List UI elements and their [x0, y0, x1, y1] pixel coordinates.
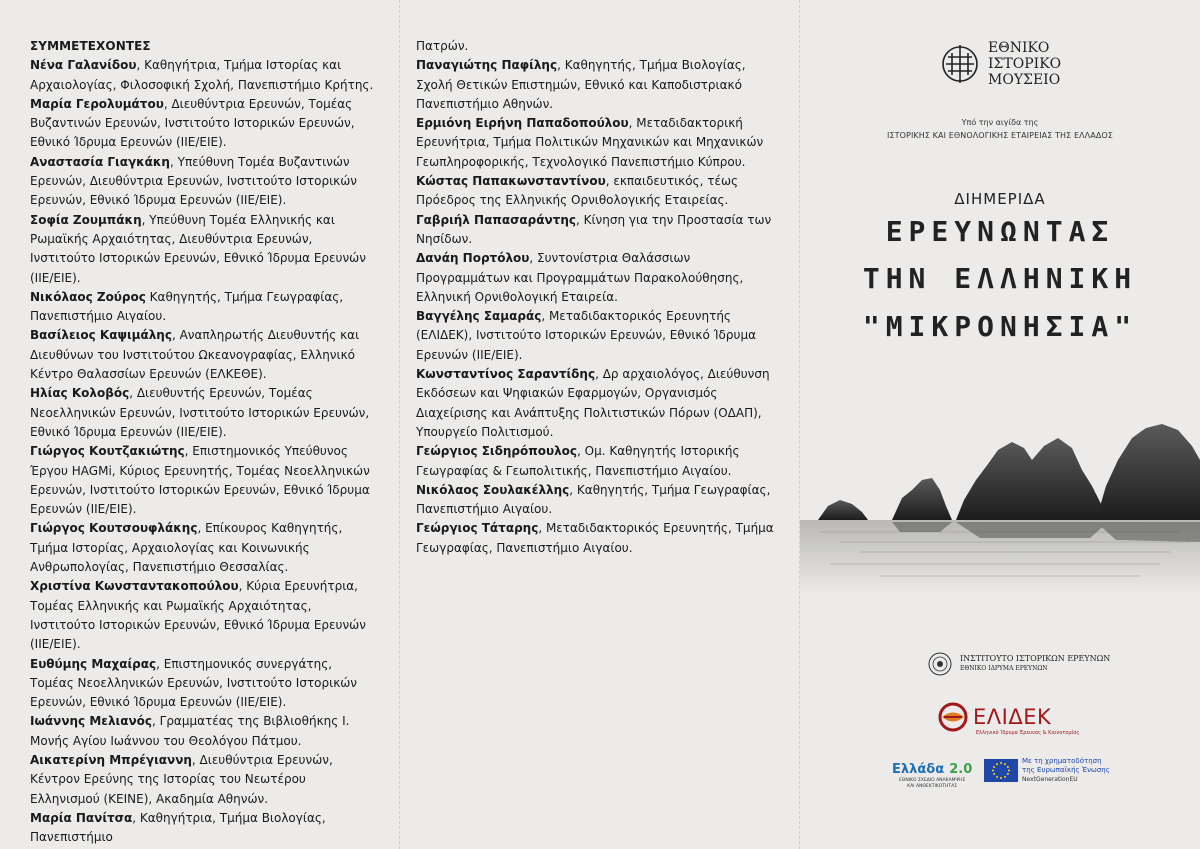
participant-name: Νικόλαος Ζούρος — [30, 289, 146, 304]
participant-entry — [416, 365, 779, 442]
eu-flag-icon — [984, 759, 1018, 782]
participant-entry — [30, 384, 379, 442]
ellada-word: Ελλάδα — [892, 762, 945, 777]
participant-entry — [30, 809, 379, 848]
aegis-line1: Υπό την αιγίδα της — [961, 118, 1039, 127]
islands-illustration — [800, 420, 1200, 595]
participant-name: Δανάη Πορτόλου — [416, 251, 530, 266]
participant-name: Βασίλειος Καψιμάλης — [30, 328, 172, 343]
title-line3: "ΜΙΚΡΟΝΗΣΙΑ" — [862, 310, 1138, 343]
participant-name: Ερμιόνη Ειρήνη Παπαδοπούλου — [416, 116, 629, 131]
cover-panel — [800, 0, 1200, 849]
participant-entry — [416, 519, 779, 558]
participant-name: Αναστασία Γιαγκάκη — [30, 154, 170, 169]
participant-entry — [416, 56, 779, 114]
participant-name: Βαγγέλης Σαμαράς — [416, 309, 542, 324]
participant-entry — [30, 655, 379, 713]
participant-name: Γεώργιος Τάταρης — [416, 521, 539, 536]
participant-affiliation: , Μεταδιδακτορικός Ερευνητής, Τμήμα Γεωγραφίας, Πανεπιστήμιο Αιγαίου. — [416, 521, 774, 555]
eu-line1: Με τη χρηματοδότηση — [1022, 757, 1102, 765]
aegis-line2: ΙΣΤΟΡΙΚΗΣ ΚΑΙ ΕΘΝΟΛΟΓΙΚΗΣ ΕΤΑΙΡΕΙΑΣ ΤΗΣ ΕΛΛΑΔΟΣ — [887, 131, 1113, 140]
iie-line1: ΙΝΣΤΙΤΟΥΤΟ ΙΣΤΟΡΙΚΩΝ ΕΡΕΥΝΩΝ — [960, 654, 1111, 663]
participant-affiliation: , Διευθύντρια Ερευνών, Τομέας Βυζαντινών Ερευνών, Ινστιτούτο Ιστορικών Ερευνών, Εθνικό Ίδρυμα Ερευνών (ΙΙΕ/ΕΙΕ). — [30, 96, 355, 150]
participant-entry — [416, 481, 779, 520]
participant-name: Ηλίας Κολοβός — [30, 386, 130, 401]
elidek-subtitle: Ελληνικό Ίδρυμα Έρευνας & Καινοτομίας — [976, 730, 1080, 736]
iie-name — [960, 654, 1110, 674]
event-type: ΔΙΗΜΕΡΙΔΑ — [954, 190, 1046, 208]
participant-name: Κώστας Παπακωνσταντίνου — [416, 174, 606, 189]
participant-entry — [30, 712, 379, 751]
participant-affiliation: , Ομ. Καθηγητής Ιστορικής Γεωγραφίας & Γεωπολιτικής, Πανεπιστήμιο Αιγαίου. — [416, 444, 740, 478]
participant-affiliation: , Επιστημονικός Υπεύθυνος Έργου HAGMi, Κύριος Ερευνητής, Τομέας Νεοελληνικών Ερευνών, Ινστιτούτο Ιστορικών Ερευνών, Εθνικό Ίδρυμα Ερευνών (ΙΙΕ/ΕΙΕ). — [30, 444, 370, 517]
eu-line3: NextGenerationEU — [1022, 776, 1078, 783]
participant-affiliation: , Μεταδιδακτορική Ερευνήτρια, Τμήμα Πολιτικών Μηχανικών και Μηχανικών Γεωπληροφορικής, Τεχνολογικό Πανεπιστήμιο Κύπρου. — [416, 116, 764, 169]
participant-entry — [416, 442, 779, 481]
participant-entry — [416, 172, 779, 211]
museum-name-line3: ΜΟΥΣΕΙΟ — [988, 72, 1061, 88]
participant-entry — [30, 751, 379, 809]
participant-affiliation: , Διευθύντρια Ερευνών, Κέντρον Ερεύνης της Ιστορίας του Νεωτέρου Ελληνισμού (ΚΕΙΝΕ), Ακαδημία Αθηνών. — [30, 752, 333, 806]
iie-line2: ΕΘΝΙΚΟ ΙΔΡΥΜΑ ΕΡΕΥΝΩΝ — [960, 665, 1048, 672]
participant-entry — [30, 95, 379, 153]
title-line2: ΤΗΝ ΕΛΛΗΝΙΚΗ — [862, 262, 1138, 295]
elidek-name: ΕΛΙΔΕΚ — [973, 705, 1052, 729]
ellada-sub1: ΕΘΝΙΚΟ ΣΧΕΔΙΟ ΑΝΑΚΑΜΨΗΣ — [898, 778, 966, 783]
title-line1: ΕΡΕΥΝΩΝΤΑΣ — [885, 215, 1115, 248]
participant-affiliation: , εκπαιδευτικός, τέως Πρόεδρος της Ελληνικής Ορνιθολογικής Εταιρείας. — [416, 174, 739, 208]
museum-name-line1: ΕΘΝΙΚΟ — [988, 40, 1050, 56]
participant-affiliation: , Υπεύθυνη Τομέα Ελληνικής και Ρωμαϊκής Αρχαιότητας, Διευθύντρια Ερευνών, Ινστιτούτο Ιστορικών Ερευνών, Εθνικό Ίδρυμα Ερευνών (ΙΙΕ/ΕΙΕ). — [30, 212, 366, 285]
participant-affiliation: , Μεταδιδακτορικός Ερευνητής (ΕΛΙΔΕΚ), Ινστιτούτο Ιστορικών Ερευνών, Εθνικό Ίδρυμα Ερευνών (ΙΙΕ/ΕΙΕ). — [416, 309, 757, 362]
participants-list-1 — [30, 56, 379, 847]
participant-entry — [30, 519, 379, 577]
participant-name: Νένα Γαλανίδου — [30, 58, 137, 73]
participant-name: Νικόλαος Σουλακέλλης — [416, 482, 570, 497]
participant-affiliation: , Καθηγήτρια, Τμήμα Ιστορίας και Αρχαιολογίας, Φιλοσοφική Σχολή, Πανεπιστήμιο Κρήτης. — [30, 58, 374, 92]
ellada-number: 2.0 — [949, 762, 973, 777]
participant-affiliation: , Γραμματέας της Βιβλιοθήκης Ι. Μονής Αγίου Ιωάννου του Θεολόγου Πάτμου. — [30, 714, 350, 748]
participants-column-1 — [0, 0, 400, 849]
eu-line2: της Ευρωπαϊκής Ένωσης — [1022, 766, 1110, 774]
participant-affiliation: , Δρ αρχαιολόγος, Διεύθυνση Εκδόσεων και Ψηφιακών Εφαρμογών, Οργανισμός Διαχείρισης και Ανάπτυξης Πολιτιστικών Πόρων (ΟΔΑΠ), Υπουργείο Πολιτισμού. — [416, 367, 770, 439]
museum-emblem-icon — [940, 44, 980, 84]
iie-seal-icon — [928, 652, 952, 676]
ellada-sub2: ΚΑΙ ΑΝΘΕΚΤΙΚΟΤΗΤΑΣ — [907, 784, 958, 789]
participant-affiliation: , Καθηγήτρια, Τμήμα Βιολογίας, Πανεπιστήμιο — [30, 810, 326, 845]
participant-name: Μαρία Πανίτσα — [30, 810, 133, 825]
participant-entry — [416, 249, 779, 307]
participants-column-2 — [400, 0, 800, 849]
participant-name: Γαβριήλ Παπασαράντης — [416, 212, 576, 227]
museum-name-line2: ΙΣΤΟΡΙΚΟ — [988, 56, 1062, 72]
participant-name: Ευθύμης Μαχαίρας — [30, 656, 157, 671]
participant-affiliation: , Υπεύθυνη Τομέα Βυζαντινών Ερευνών, Διευθύντρια Ερευνών, Ινστιτούτο Ιστορικών Ερευνών, Εθνικό Ίδρυμα Ερευνών (ΙΙΕ/ΕΙΕ). — [30, 154, 357, 208]
participant-entry — [30, 288, 379, 327]
iie-logo — [928, 652, 1110, 676]
participant-name: Κωνσταντίνος Σαραντίδης — [416, 367, 596, 382]
participant-affiliation: , Καθηγητής, Τμήμα Βιολογίας, Σχολή Θετικών Επιστημών, Εθνικό και Καποδιστριακό Πανεπιστήμιο Αθηνών. — [416, 58, 746, 111]
participant-name: Σοφία Ζουμπάκη — [30, 212, 142, 227]
participants-list-2 — [416, 56, 779, 558]
participant-name: Παναγιώτης Παφίλης — [416, 58, 558, 73]
greece-2-0-logo — [892, 758, 972, 789]
participant-entry — [30, 211, 379, 288]
participant-affiliation: , Καθηγητής, Τμήμα Γεωγραφίας, Πανεπιστήμιο Αιγαίου. — [416, 482, 771, 517]
participant-entry — [30, 577, 379, 654]
participant-name: Γεώργιος Σιδηρόπουλος — [416, 444, 578, 459]
participant-entry — [416, 211, 779, 250]
aegis-text — [800, 116, 1200, 142]
participant-name: Ιωάννης Μελιανός — [30, 714, 152, 729]
participant-name: Αικατερίνη Μπρέγιαννη — [30, 752, 192, 767]
museum-logo — [940, 40, 1061, 88]
elidek-logo — [938, 702, 1051, 732]
participant-name: Γιώργος Κουτζακιώτης — [30, 444, 185, 459]
participant-entry — [30, 442, 379, 519]
participant-affiliation: , Επιστημονικός συνεργάτης, Τομέας Νεοελληνικών Ερευνών, Ινστιτούτο Ιστορικών Ερευνών, Εθνικό Ίδρυμα Ερευνών (ΙΙΕ/ΕΙΕ). — [30, 656, 358, 710]
participant-entry — [30, 56, 379, 95]
participant-affiliation: , Διευθυντής Ερευνών, Τομέας Νεοελληνικών Ερευνών, Ινστιτούτο Ιστορικών Ερευνών, Εθνικό Ίδρυμα Ερευνών (ΙΙΕ/ΕΙΕ). — [30, 386, 370, 439]
participant-affiliation: , Συντονίστρια Θαλάσσιων Προγραμμάτων και Προγραμμάτων Παρακολούθησης, Ελληνική Ορνιθολογική Εταιρεία. — [416, 251, 744, 304]
participant-name: Γιώργος Κουτσουφλάκης — [30, 521, 198, 536]
participant-affiliation: , Επίκουρος Καθηγητής, Τμήμα Ιστορίας, Αρχαιολογίας και Κοινωνικής Ανθρωπολογίας, Πανεπιστήμιο Θεσσαλίας. — [30, 521, 343, 575]
participant-affiliation: , Κίνηση για την Προστασία των Νησίδων. — [416, 212, 772, 246]
participant-affiliation: , Κύρια Ερευνήτρια, Τομέας Ελληνικής και Ρωμαϊκής Αρχαιότητας, Ινστιτούτο Ιστορικών Ερευνών, Εθνικό Ίδρυμα Ερευνών (ΙΙΕ/ΕΙΕ). — [30, 579, 366, 652]
museum-name — [988, 40, 1061, 88]
participant-entry — [30, 326, 379, 384]
participant-affiliation: , Αναπληρωτής Διευθυντής και Διευθύνων του Ινστιτούτου Ωκεανογραφίας, Ελληνικό Κέντρο Θαλασσίων Ερευνών (ΕΛΚΕΘΕ). — [30, 328, 360, 382]
participant-entry — [30, 153, 379, 211]
participants-heading: ΣΥΜΜΕΤΕΧΟΝΤΕΣ — [30, 39, 151, 53]
participant-affiliation: Καθηγητής, Τμήμα Γεωγραφίας, Πανεπιστήμιο Αιγαίου. — [30, 289, 344, 324]
participant-entry — [416, 114, 779, 172]
eu-funding-logo — [984, 757, 1110, 784]
participant-name: Χριστίνα Κωνσταντακοπούλου — [30, 579, 239, 594]
eu-funding-text — [1022, 757, 1110, 784]
participant-entry — [416, 307, 779, 365]
participant-name: Μαρία Γερολυμάτου — [30, 96, 164, 111]
continuation-text: Πατρών. — [416, 39, 469, 53]
elidek-emblem-icon — [938, 702, 968, 732]
